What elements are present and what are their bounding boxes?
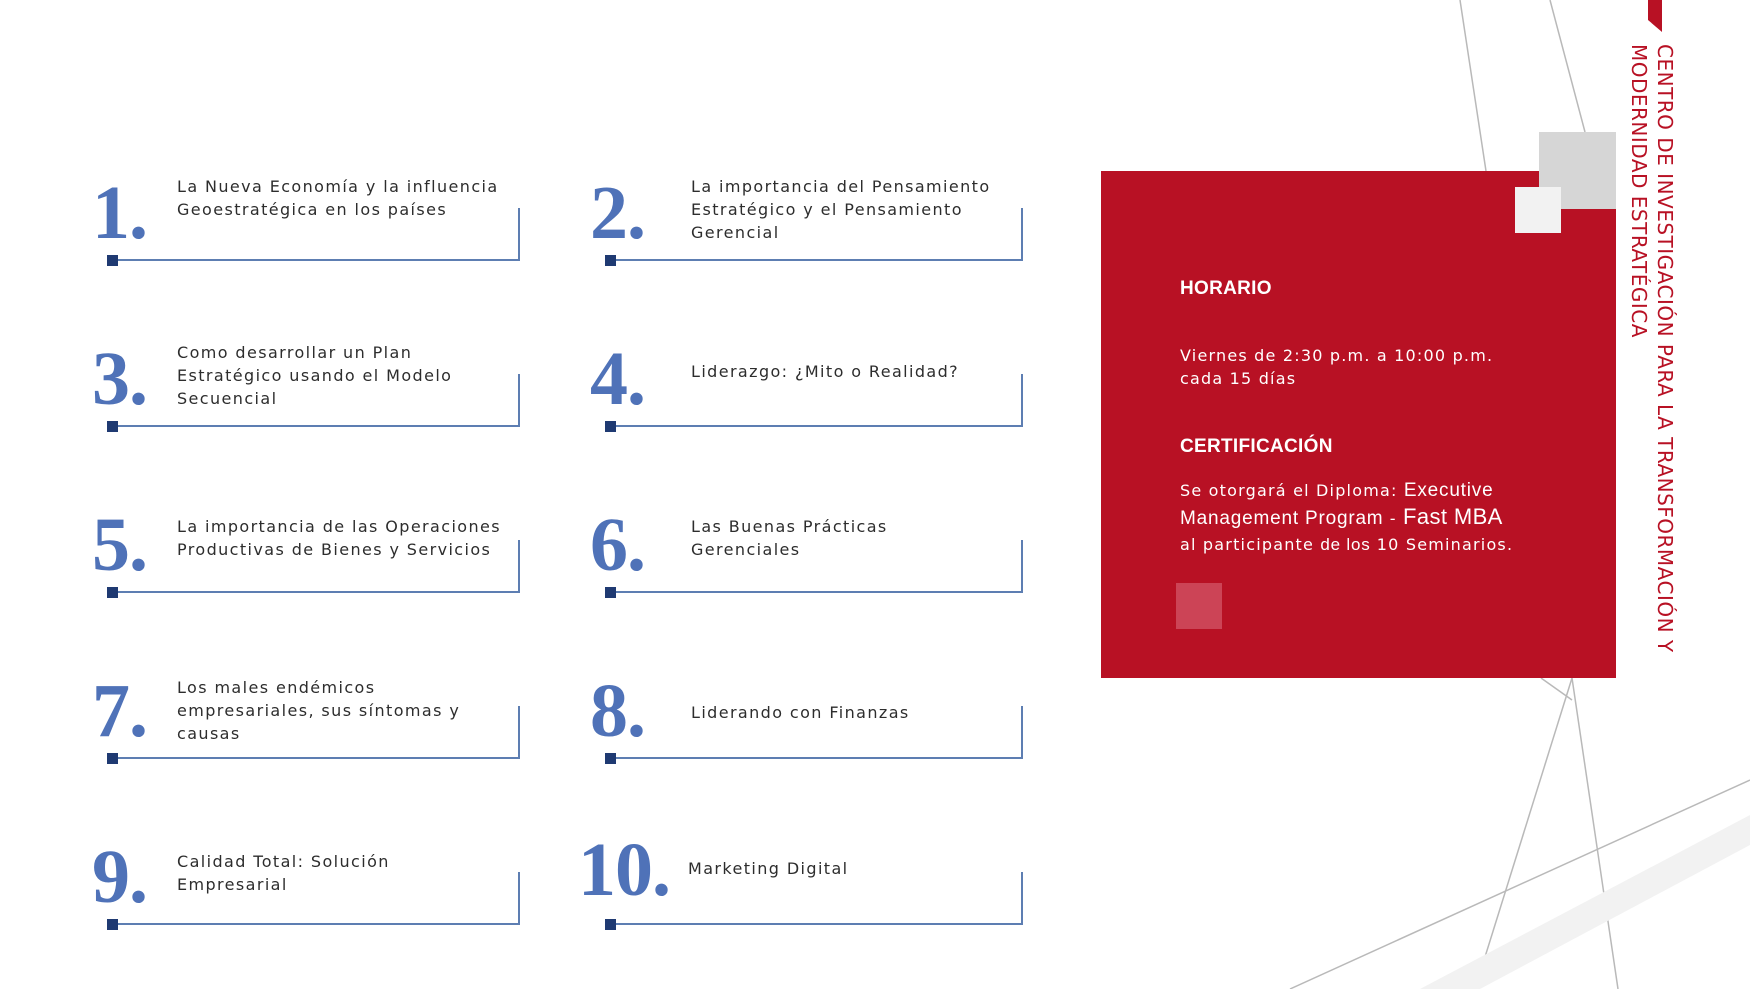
seminar-frame — [610, 540, 1023, 593]
bullet-square — [605, 421, 616, 432]
decor-square-white — [1515, 187, 1561, 233]
side-title: CENTRO DE INVESTIGACIÓN PARA LA TRANSFORMACIÓN Y MODERNIDAD ESTRATÉGICA — [1627, 44, 1677, 653]
cert-suffix-3: 10 Seminarios. — [1370, 535, 1514, 554]
bullet-square — [107, 753, 118, 764]
seminar-number: 9. — [92, 835, 147, 919]
certification-text — [1180, 478, 1600, 558]
seminar-frame — [610, 208, 1023, 261]
seminar-title: Los males endémicos empresariales, sus síntomas y causas — [177, 678, 461, 743]
seminar-number: 10. — [578, 828, 670, 912]
cert-prefix: Se otorgará el Diploma: — [1180, 481, 1404, 500]
cert-suffix-2: de los — [1320, 535, 1371, 554]
seminar-frame — [112, 540, 520, 593]
cert-mba: Fast MBA — [1402, 504, 1503, 529]
seminar-title: Liderando con Finanzas — [691, 703, 910, 722]
seminar-frame — [112, 374, 520, 427]
seminar-number: 8. — [590, 669, 645, 753]
seminar-title: Calidad Total: Solución Empresarial — [177, 852, 390, 894]
seminar-frame — [112, 872, 520, 925]
seminar-title: La importancia del Pensamiento Estratégico y el Pensamiento Gerencial — [691, 177, 991, 242]
red-corner-tab — [1648, 0, 1662, 32]
certification-heading: CERTIFICACIÓN — [1180, 436, 1333, 457]
seminar-number: 7. — [92, 669, 147, 753]
decor-square-pink — [1176, 583, 1222, 629]
bullet-square — [605, 753, 616, 764]
seminar-title: La importancia de las Operaciones Productivas de Bienes y Servicios — [177, 517, 501, 559]
seminar-frame — [610, 872, 1023, 925]
seminar-number: 5. — [92, 503, 147, 587]
seminar-title: Marketing Digital — [688, 859, 849, 878]
bullet-square — [605, 255, 616, 266]
seminar-title: Como desarrollar un Plan Estratégico usando el Modelo Secuencial — [177, 343, 453, 408]
seminar-frame — [112, 706, 520, 759]
schedule-text: Viernes de 2:30 p.m. a 10:00 p.m. cada 15 días — [1180, 346, 1494, 388]
bullet-square — [107, 919, 118, 930]
seminar-number: 2. — [590, 171, 645, 255]
seminar-number: 6. — [590, 503, 645, 587]
seminar-frame — [112, 208, 520, 261]
seminar-number: 3. — [92, 337, 147, 421]
bullet-square — [107, 255, 118, 266]
seminar-frame — [610, 374, 1023, 427]
bullet-square — [605, 919, 616, 930]
bullet-square — [605, 587, 616, 598]
cert-dash: - — [1383, 509, 1403, 528]
seminar-number: 4. — [590, 337, 645, 421]
cert-program: Executive Management Program — [1180, 480, 1494, 529]
seminar-number: 1. — [92, 171, 147, 255]
schedule-heading: HORARIO — [1180, 278, 1272, 299]
bullet-square — [107, 421, 118, 432]
seminar-frame — [610, 706, 1023, 759]
seminar-title: Liderazgo: ¿Mito o Realidad? — [691, 362, 960, 381]
seminar-title: La Nueva Economía y la influencia Geoestratégica en los países — [177, 177, 499, 219]
cert-suffix-1: al participante — [1180, 535, 1321, 554]
seminar-title: Las Buenas Prácticas Gerenciales — [691, 517, 888, 559]
bullet-square — [107, 587, 118, 598]
